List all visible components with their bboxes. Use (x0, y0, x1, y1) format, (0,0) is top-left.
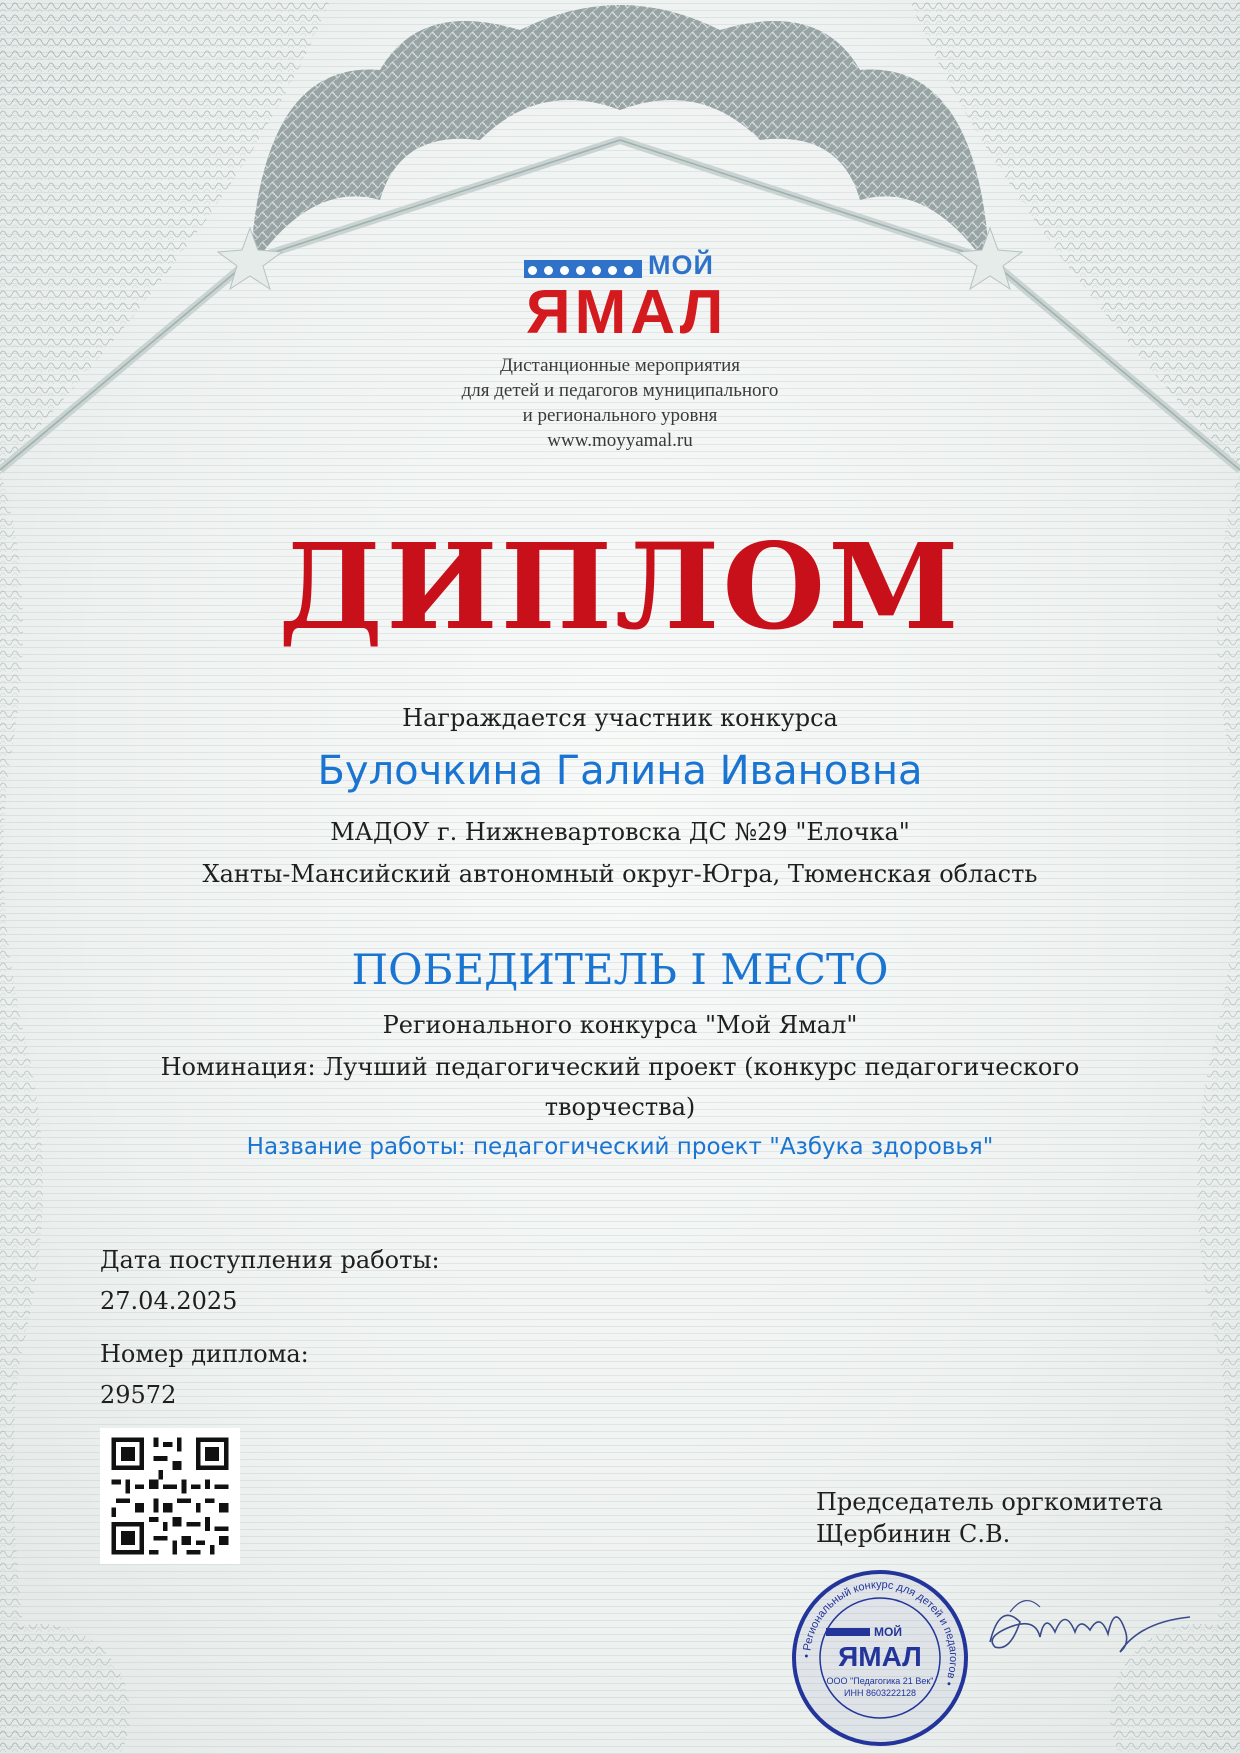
contest-name: Регионального конкурса "Мой Ямал" (382, 1011, 858, 1039)
stamp-inn: ИНН 8603222128 (843, 1688, 917, 1698)
moy-yamal-logo (524, 250, 728, 348)
organizer-line-2: для детей и педагогов муниципального (461, 380, 779, 401)
organization-stamp (790, 1568, 970, 1748)
stamp-company: ООО "Педагогика 21 Век" (826, 1676, 934, 1686)
institution: МАДОУ г. Нижневартовска ДС №29 "Елочка" (330, 818, 910, 846)
number-label: Номер диплома: (100, 1340, 309, 1368)
nomination-line-1: Номинация: Лучший педагогический проект (конкурс педагогического (160, 1053, 1080, 1081)
stamp-logo-main: ЯМАЛ (838, 1641, 922, 1672)
received-date: 27.04.2025 (100, 1287, 238, 1315)
logo-top-word: МОЙ (648, 250, 714, 280)
organizer-line-3: и регионального уровня (522, 405, 718, 426)
recipient-name: Булочкина Галина Ивановна (317, 748, 923, 794)
diploma-number: 29572 (100, 1381, 177, 1409)
handwritten-signature (980, 1582, 1200, 1672)
diploma-title: ДИПЛОМ (278, 517, 962, 656)
logo-people-strip (524, 260, 642, 278)
stamp-logo-top: МОЙ (874, 1625, 902, 1639)
logo-main-word: ЯМАЛ (526, 278, 728, 347)
nomination-line-2: творчества) (544, 1093, 696, 1121)
signatory-name: Щербинин С.В. (816, 1520, 1011, 1548)
organizer-line-1: Дистанционные мероприятия (499, 355, 741, 376)
qr-code[interactable] (100, 1428, 240, 1564)
place-award: ПОБЕДИТЕЛЬ I МЕСТО (351, 945, 889, 994)
awarded-text: Награждается участник конкурса (402, 704, 838, 732)
organizer-website: www.moyyamal.ru (547, 430, 693, 451)
received-label: Дата поступления работы: (100, 1246, 440, 1274)
region: Ханты-Мансийский автономный округ-Югра, Тюменская область (202, 860, 1038, 888)
work-title: Название работы: педагогический проект "Азбука здоровья" (246, 1134, 994, 1160)
stamp-ring-text: • Региональный конкурс для детей и педагогов • (800, 1578, 960, 1688)
signatory-position: Председатель оргкомитета (816, 1488, 1163, 1516)
